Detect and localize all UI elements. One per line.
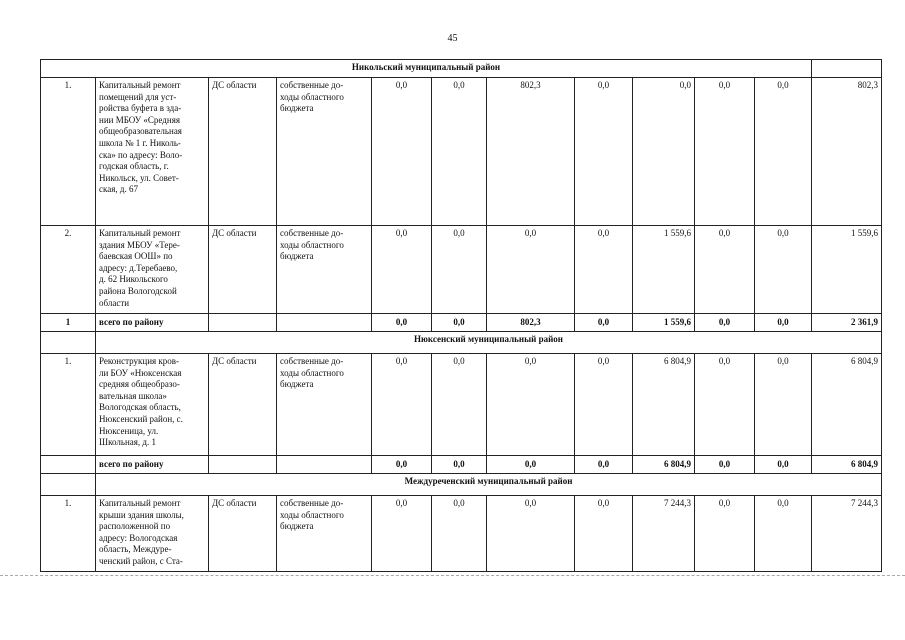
value-cell: 0,0 xyxy=(372,354,432,456)
value-cell: 1 559,6 xyxy=(812,226,882,314)
object-name-line: Капитальный ремонт xyxy=(99,80,181,90)
object-name-line: здания МБОУ «Тере- xyxy=(99,239,180,250)
empty-cell xyxy=(209,456,277,474)
funding-source xyxy=(277,496,372,572)
object-name-line: нии МБОУ «Средняя xyxy=(99,114,180,125)
empty-cell xyxy=(209,314,277,332)
value-cell: 0,0 xyxy=(487,226,575,314)
funding-source xyxy=(277,226,372,314)
object-name-line: расположенной по xyxy=(99,521,171,532)
value-cell: 0,0 xyxy=(755,354,812,456)
object-name-line: области xyxy=(99,297,130,308)
district-header-row xyxy=(41,474,882,496)
value-cell: 0,0 xyxy=(372,78,432,226)
row-number: 1. xyxy=(41,496,96,572)
funding-source-line: собственные до- xyxy=(280,80,344,90)
value-cell: 0,0 xyxy=(487,354,575,456)
total-number: 1 xyxy=(41,314,96,332)
object-name-line: Нюксенский район, с. xyxy=(99,413,183,424)
empty-cell xyxy=(41,474,96,496)
object-name xyxy=(96,354,209,456)
funding-source xyxy=(277,78,372,226)
empty-cell xyxy=(277,456,372,474)
funding-source xyxy=(277,354,372,456)
value-cell: 0,0 xyxy=(755,226,812,314)
object-name-line: адресу: Вологодская xyxy=(99,532,178,543)
customer: ДС области xyxy=(209,78,277,226)
district-total-row xyxy=(41,456,882,474)
object-name-line: общеобразовательная xyxy=(99,126,182,137)
object-name-line: баевская ООШ» по xyxy=(99,251,173,262)
object-name-line: крыши здания школы, xyxy=(99,509,184,520)
value-cell: 0,0 xyxy=(432,354,487,456)
value-cell: 0,0 xyxy=(755,496,812,572)
district-name: Никольский муниципальный район xyxy=(41,60,812,78)
table-row xyxy=(41,354,882,456)
funding-source-line: бюджета xyxy=(280,251,314,262)
object-name-line: школа № 1 г. Николь- xyxy=(99,137,181,148)
total-value: 0,0 xyxy=(695,314,755,332)
value-cell: 0,0 xyxy=(695,354,755,456)
object-name-line: вательная школа» xyxy=(99,390,167,401)
empty-cell xyxy=(812,60,882,78)
object-name-line: помещений для уст- xyxy=(99,91,177,102)
value-cell: 0,0 xyxy=(575,78,633,226)
table-row xyxy=(41,226,882,314)
funding-source-line: собственные до- xyxy=(280,356,344,366)
funding-source-line: бюджета xyxy=(280,379,314,390)
object-name-line: область, Междуре- xyxy=(99,544,172,555)
district-total-row xyxy=(41,314,882,332)
district-header-row xyxy=(41,60,882,78)
page-number: 45 xyxy=(447,33,458,44)
object-name xyxy=(96,78,209,226)
value-cell: 0,0 xyxy=(432,226,487,314)
total-value: 0,0 xyxy=(695,456,755,474)
value-cell: 0,0 xyxy=(755,78,812,226)
total-value: 0,0 xyxy=(487,456,575,474)
total-value: 0,0 xyxy=(372,456,432,474)
funding-source-line: собственные до- xyxy=(280,228,344,238)
total-value: 6 804,9 xyxy=(812,456,882,474)
total-value: 2 361,9 xyxy=(812,314,882,332)
value-cell: 7 244,3 xyxy=(633,496,695,572)
value-cell: 0,0 xyxy=(575,226,633,314)
funding-source-line: ходы областного xyxy=(280,239,344,250)
object-name-line: Школьная, д. 1 xyxy=(99,437,157,448)
district-name: Нюксенский муниципальный район xyxy=(96,332,882,354)
district-header-row xyxy=(41,332,882,354)
object-name xyxy=(96,496,209,572)
funding-source-line: бюджета xyxy=(280,103,314,114)
total-value: 1 559,6 xyxy=(633,314,695,332)
object-name-line: ска» по адресу: Воло- xyxy=(99,149,183,160)
row-number: 2. xyxy=(41,226,96,314)
table-row xyxy=(41,78,882,226)
object-name-line: Нюксеница, ул. xyxy=(99,425,159,436)
value-cell: 0,0 xyxy=(575,354,633,456)
customer: ДС области xyxy=(209,354,277,456)
total-label: всего по району xyxy=(96,456,209,474)
total-value: 0,0 xyxy=(432,314,487,332)
object-name-line: Капитальный ремонт xyxy=(99,228,181,238)
value-cell: 802,3 xyxy=(487,78,575,226)
district-name: Междуреченский муниципальный район xyxy=(96,474,882,496)
value-cell: 6 804,9 xyxy=(633,354,695,456)
funding-source-line: ходы областного xyxy=(280,91,344,102)
value-cell: 0,0 xyxy=(372,496,432,572)
empty-cell xyxy=(41,332,96,354)
total-number xyxy=(41,456,96,474)
funding-table xyxy=(40,59,882,572)
object-name-line: Реконструкция кров- xyxy=(99,356,180,366)
object-name-line: ская, д. 67 xyxy=(99,184,138,195)
funding-source-line: ходы областного xyxy=(280,367,344,378)
value-cell: 0,0 xyxy=(633,78,695,226)
value-cell: 0,0 xyxy=(432,496,487,572)
value-cell: 0,0 xyxy=(575,496,633,572)
object-name-line: ли БОУ «Нюксенская xyxy=(99,367,182,378)
object-name-line: средняя общеобразо- xyxy=(99,379,180,390)
empty-cell xyxy=(277,314,372,332)
total-value: 0,0 xyxy=(755,456,812,474)
object-name-line: Никольск, ул. Совет- xyxy=(99,172,179,183)
total-value: 6 804,9 xyxy=(633,456,695,474)
total-value: 0,0 xyxy=(372,314,432,332)
value-cell: 7 244,3 xyxy=(812,496,882,572)
table-body xyxy=(41,60,882,572)
object-name xyxy=(96,226,209,314)
value-cell: 1 559,6 xyxy=(633,226,695,314)
value-cell: 0,0 xyxy=(372,226,432,314)
value-cell: 0,0 xyxy=(695,226,755,314)
funding-source-line: собственные до- xyxy=(280,498,344,508)
value-cell: 802,3 xyxy=(812,78,882,226)
funding-source-line: ходы областного xyxy=(280,509,344,520)
total-value: 0,0 xyxy=(432,456,487,474)
object-name-line: Вологодская область, xyxy=(99,402,181,413)
object-name-line: д. 62 Никольского xyxy=(99,274,168,285)
customer: ДС области xyxy=(209,226,277,314)
funding-source-line: бюджета xyxy=(280,521,314,532)
object-name-line: Капитальный ремонт xyxy=(99,498,181,508)
object-name-line: района Вологодской xyxy=(99,285,177,296)
total-value: 802,3 xyxy=(487,314,575,332)
row-number: 1. xyxy=(41,78,96,226)
value-cell: 6 804,9 xyxy=(812,354,882,456)
object-name-line: годская область, г. xyxy=(99,161,169,172)
object-name-line: ройства буфета в зда- xyxy=(99,103,182,114)
page-edge-line xyxy=(0,575,905,576)
value-cell: 0,0 xyxy=(695,496,755,572)
customer: ДС области xyxy=(209,496,277,572)
value-cell: 0,0 xyxy=(432,78,487,226)
total-value: 0,0 xyxy=(575,314,633,332)
total-label: всего по району xyxy=(96,314,209,332)
value-cell: 0,0 xyxy=(487,496,575,572)
total-value: 0,0 xyxy=(575,456,633,474)
object-name-line: ченский район, с Ста- xyxy=(99,555,183,566)
total-value: 0,0 xyxy=(755,314,812,332)
table-row xyxy=(41,496,882,572)
value-cell: 0,0 xyxy=(695,78,755,226)
object-name-line: адресу: д.Теребаево, xyxy=(99,262,178,273)
row-number: 1. xyxy=(41,354,96,456)
